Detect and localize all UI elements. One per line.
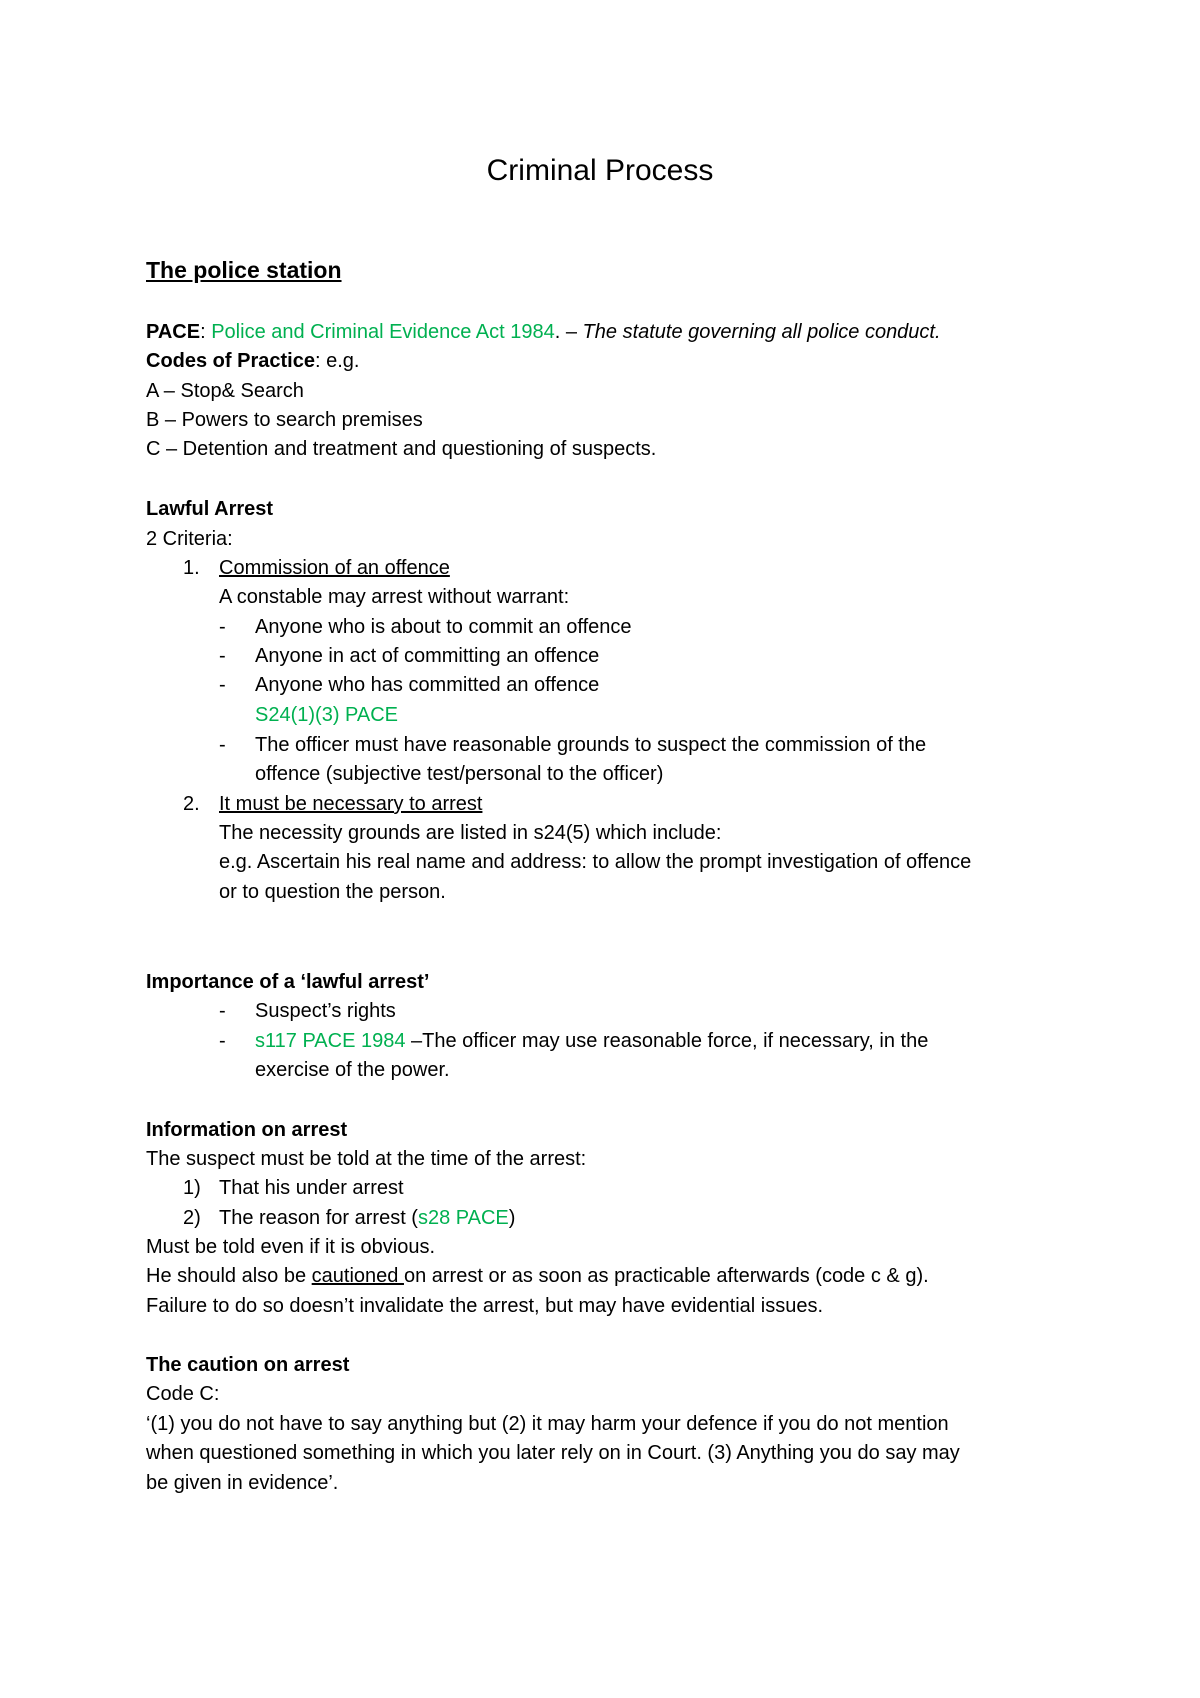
bullet-has-committed: Anyone who has committed an offence	[255, 674, 600, 696]
information-intro: The suspect must be told at the time of the arrest:	[146, 1148, 587, 1170]
pace-act-ref: Police and Criminal Evidence Act 1984	[211, 321, 555, 343]
reasonable-force-text: –The officer may use reasonable force, if necessary, in the	[411, 1030, 929, 1052]
pace-note: The statute governing all police conduct.	[582, 321, 941, 343]
cautioned-pre: He should also be	[146, 1265, 312, 1287]
info-item-under-arrest: That his under arrest	[219, 1177, 404, 1199]
cautioned-post: on arrest or as soon as practicable afterwards (code c & g).	[403, 1265, 929, 1287]
bullet-about-to-commit: Anyone who is about to commit an offence	[255, 616, 632, 638]
bullet-dash: -	[219, 674, 226, 696]
caution-heading: The caution on arrest	[146, 1354, 350, 1376]
bullet-in-act: Anyone in act of committing an offence	[255, 645, 600, 667]
pace-after-act: . –	[554, 321, 583, 343]
lawful-arrest-heading: Lawful Arrest	[146, 498, 274, 520]
bullet-dash: -	[219, 1030, 226, 1052]
reasonable-force-cont: exercise of the power.	[255, 1059, 450, 1081]
pace-label: PACE	[146, 321, 201, 343]
code-c: C – Detention and treatment and questioning of suspects.	[146, 438, 657, 460]
criterion-2-line3: or to question the person.	[219, 881, 446, 903]
caution-text-line3: be given in evidence’.	[146, 1472, 339, 1494]
list-number-2: 2.	[183, 793, 200, 815]
info-line-cautioned	[146, 1264, 929, 1288]
codes-label: Codes of Practice	[146, 350, 315, 372]
info-line-failure: Failure to do so doesn’t invalidate the arrest, but may have evidential issues.	[146, 1295, 824, 1317]
bullet-reasonable-grounds: The officer must have reasonable grounds to suspect the commission of the	[255, 734, 927, 756]
statute-ref-s28: s28 PACE	[417, 1207, 509, 1229]
statute-ref-s24: S24(1)(3) PACE	[255, 704, 399, 726]
reason-post: )	[508, 1207, 516, 1229]
bullet-dash: -	[219, 616, 226, 638]
section-heading-police-station: The police station	[146, 257, 342, 283]
criteria-line: 2 Criteria:	[146, 528, 233, 550]
bullet-dash: -	[219, 734, 226, 756]
bullet-suspects-rights: Suspect’s rights	[255, 1000, 396, 1022]
bullet-dash: -	[219, 1000, 226, 1022]
pace-colon: :	[200, 321, 206, 343]
statute-ref-s117: s117 PACE 1984	[255, 1030, 412, 1052]
information-heading: Information on arrest	[146, 1119, 348, 1141]
caution-code: Code C:	[146, 1383, 220, 1405]
list-number-1: 1.	[183, 557, 200, 579]
criterion-1-title: Commission of an offence	[219, 557, 450, 579]
caution-text-line2: when questioned something in which you later rely on in Court. (3) Anything you do say may	[146, 1442, 960, 1464]
criterion-2-line2: e.g. Ascertain his real name and address: to allow the prompt investigation of offence	[219, 851, 972, 873]
bullet-reasonable-force	[255, 1029, 928, 1053]
criterion-2-title: It must be necessary to arrest	[219, 793, 483, 815]
list-number-2: 2)	[183, 1207, 201, 1229]
codes-rest: : e.g.	[314, 350, 360, 372]
pace-line	[146, 320, 941, 344]
info-line-obvious: Must be told even if it is obvious.	[146, 1236, 436, 1258]
code-a: A – Stop& Search	[146, 380, 304, 402]
bullet-reasonable-grounds-cont: offence (subjective test/personal to the officer)	[255, 763, 664, 785]
criterion-2-line1: The necessity grounds are listed in s24(5) which include:	[219, 822, 722, 844]
criterion-1-intro: A constable may arrest without warrant:	[219, 586, 570, 608]
importance-heading: Importance of a ‘lawful arrest’	[146, 971, 430, 993]
cautioned-word: cautioned	[311, 1265, 404, 1287]
codes-line	[146, 349, 359, 373]
caution-text-line1: ‘(1) you do not have to say anything but (2) it may harm your defence if you do not mention	[146, 1413, 949, 1435]
list-number-1: 1)	[183, 1177, 201, 1199]
page-title: Criminal Process	[486, 154, 714, 187]
reason-pre: The reason for arrest (	[219, 1207, 418, 1229]
code-b: B – Powers to search premises	[146, 409, 423, 431]
info-item-reason	[219, 1206, 515, 1230]
bullet-dash: -	[219, 645, 226, 667]
